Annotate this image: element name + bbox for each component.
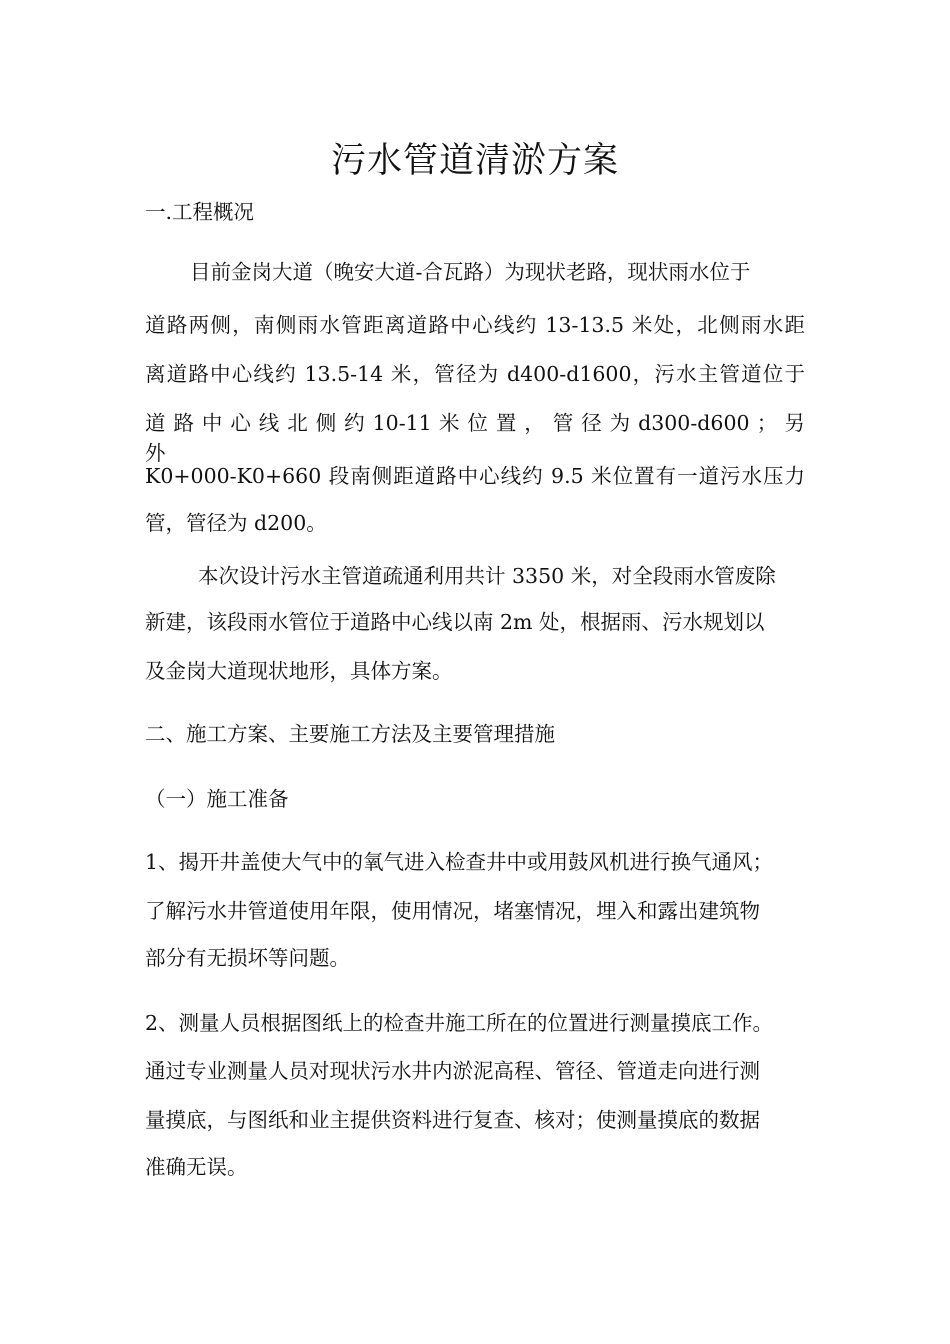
section-heading-construction: 二、施工方案、主要施工方法及主要管理措施 (145, 722, 555, 746)
paragraph-line: 离道路中心线约 13.5-14 米，管径为 d400-d1600，污水主管道位于 (145, 362, 805, 386)
paragraph-line: 本次设计污水主管道疏通利用共计 3350 米，对全段雨水管废除 (198, 564, 776, 588)
paragraph-line: 量摸底，与图纸和业主提供资料进行复查、核对；使测量摸底的数据 (145, 1108, 760, 1132)
paragraph-line: K0+000-K0+660 段南侧距道路中心线约 9.5 米位置有一道污水压力 (145, 464, 805, 488)
paragraph-line: 部分有无损坏等问题。 (145, 946, 350, 970)
paragraph-line: 了解污水井管道使用年限，使用情况，堵塞情况，埋入和露出建筑物 (145, 899, 760, 923)
section-heading-overview: 一.工程概况 (145, 200, 255, 224)
paragraph-line: 目前金岗大道（晚安大道-合瓦路）为现状老路，现状雨水位于 (190, 260, 751, 284)
paragraph-line: 新建，该段雨水管位于道路中心线以南 2m 处，根据雨、污水规划以 (145, 610, 765, 634)
paragraph-line: 通过专业测量人员对现状污水井内淤泥高程、管径、管道走向进行测 (145, 1059, 760, 1083)
paragraph-line: 管，管径为 d200。 (145, 511, 327, 535)
paragraph-line: 道 路 中 心 线 北 侧 约 10-11 米 位 置 ， 管 径 为 d300-d600 ； 另 外 (145, 411, 805, 465)
paragraph-line: 准确无误。 (145, 1155, 248, 1179)
paragraph-line: 及金岗大道现状地形，具体方案。 (145, 659, 453, 683)
paragraph-line: 2、测量人员根据图纸上的检查井施工所在的位置进行测量摸底工作。 (145, 1011, 774, 1035)
document-title: 污水管道清淤方案 (330, 141, 619, 182)
paragraph-line: 1、揭开井盖使大气中的氧气进入检查井中或用鼓风机进行换气通风； (145, 850, 774, 874)
paragraph-line: 道路两侧，南侧雨水管距离道路中心线约 13-13.5 米处，北侧雨水距 (145, 313, 805, 337)
subsection-heading-preparation: （一）施工准备 (145, 787, 289, 811)
